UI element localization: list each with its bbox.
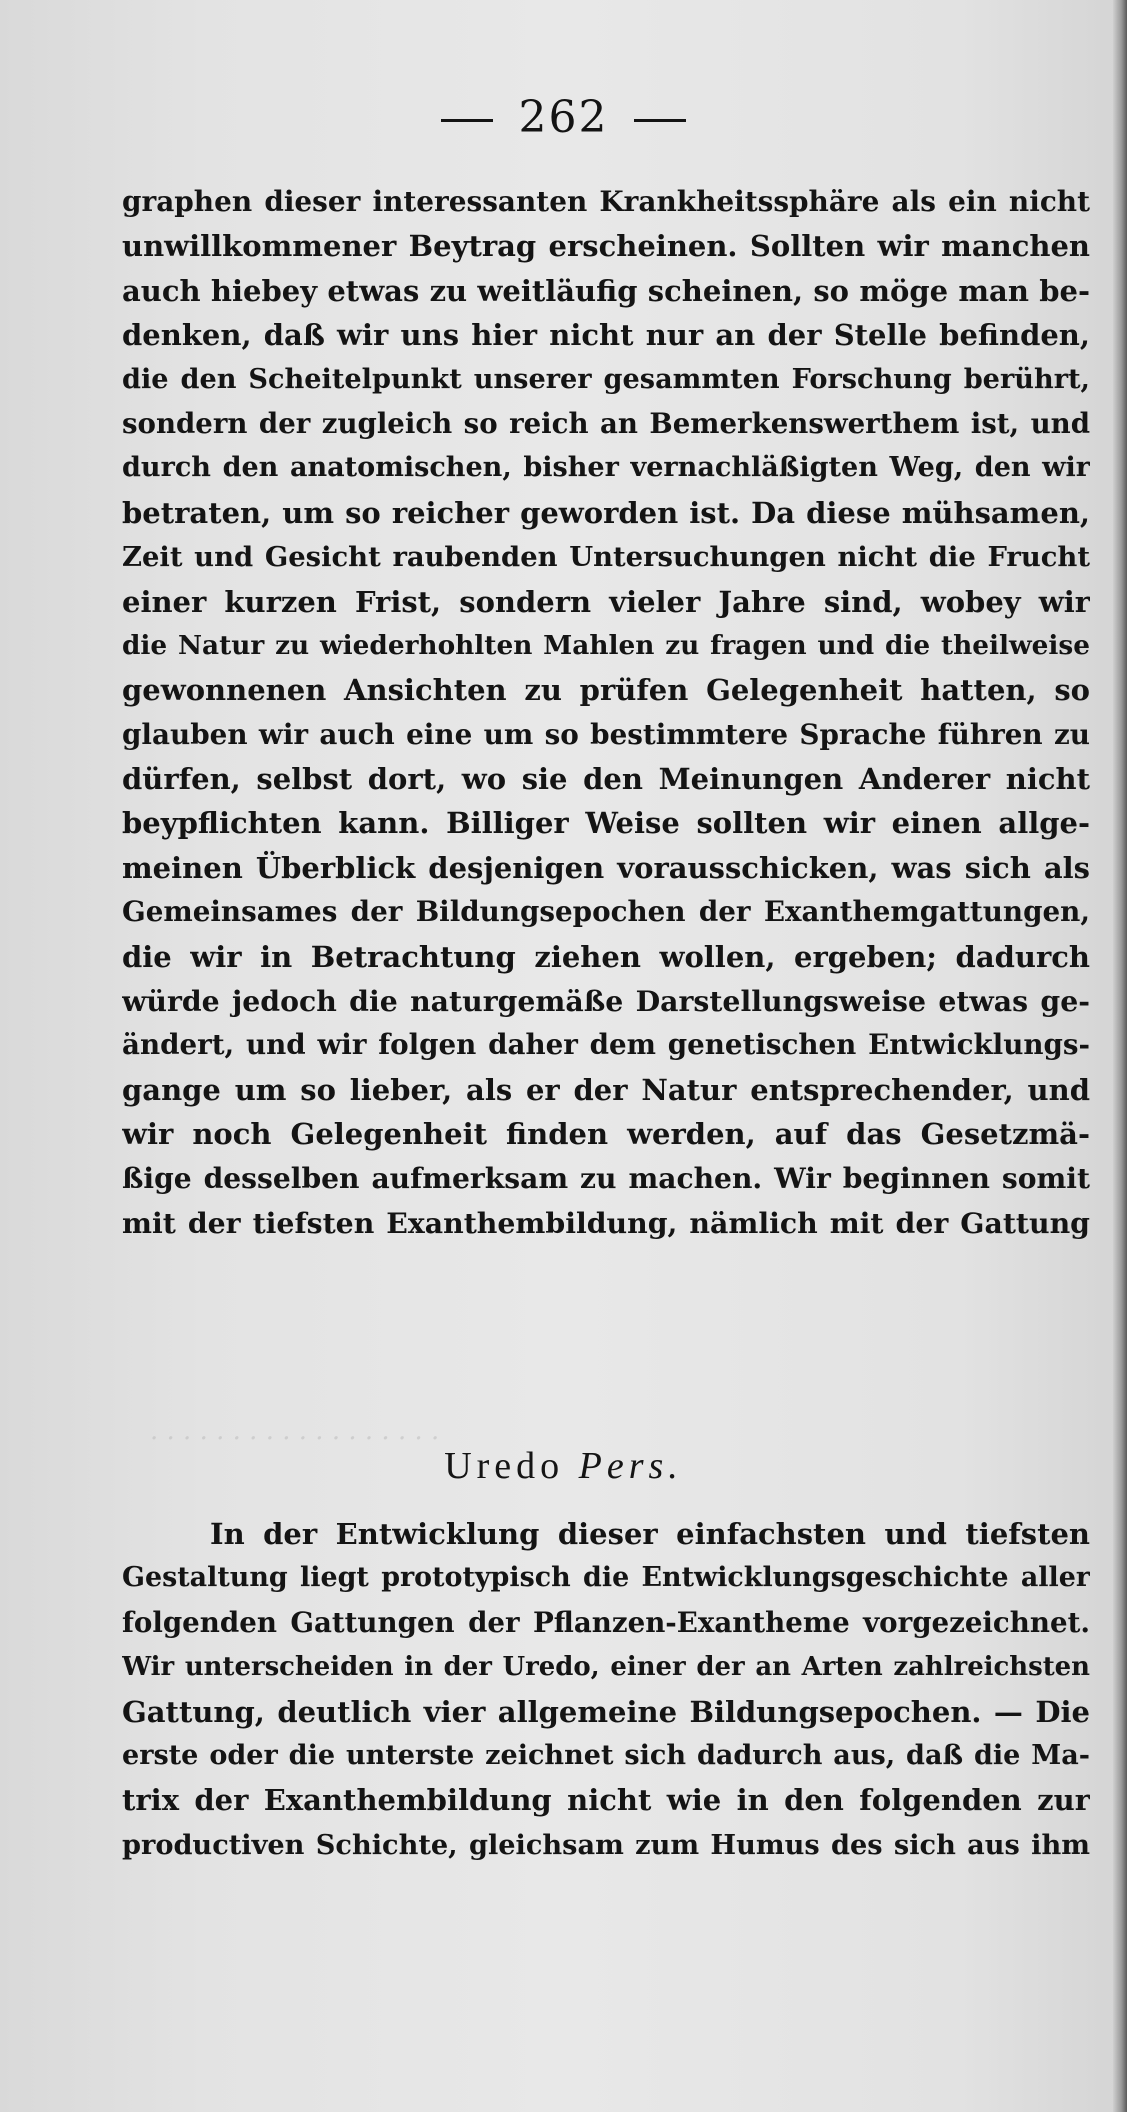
- section-heading-author: Pers.: [578, 1445, 683, 1487]
- text-line: einer kurzen Frist, sondern vieler Jahre sind, wobey wir: [122, 584, 1090, 619]
- text-line: wir noch Gelegenheit finden werden, auf das Gesetzmä-: [122, 1117, 1090, 1152]
- text-line: folgenden Gattungen der Pflanzen-Exantheme vorgezeichnet.: [122, 1605, 1090, 1639]
- text-line: trix der Exanthembildung nicht wie in den folgenden zur: [122, 1783, 1090, 1818]
- text-line: sondern der zugleich so reich an Bemerkenswerthem ist, und: [122, 406, 1090, 440]
- text-line: In der Entwicklung dieser einfachsten und tiefsten: [210, 1517, 1090, 1551]
- text-line: die Natur zu wiederhohlten Mahlen zu fragen und die theilweise: [122, 629, 1090, 661]
- text-line: die den Scheitelpunkt unserer gesammten Forschung berührt,: [122, 363, 1090, 395]
- text-line: auch hiebey etwas zu weitläufig scheinen, so möge man be-: [122, 273, 1090, 308]
- text-line: würde jedoch die naturgemäße Darstellungsweise etwas ge-: [122, 984, 1090, 1019]
- text-line: ßige desselben aufmerksam zu machen. Wir beginnen somit: [122, 1161, 1090, 1195]
- page-number: 262: [518, 92, 609, 143]
- text-line: mit der tiefsten Exanthembildung, nämlich mit der Gattung: [122, 1205, 1090, 1240]
- text-line: unwillkommener Beytrag erscheinen. Sollten wir manchen: [122, 229, 1090, 264]
- paragraph-2: [122, 1512, 1090, 1867]
- text-line: durch den anatomischen, bisher vernachläßigten Weg, den wir: [122, 452, 1090, 484]
- text-line: beypflichten kann. Billiger Weise sollten wir einen allge-: [122, 806, 1090, 841]
- page-header: [0, 92, 1127, 143]
- text-line: Zeit und Gesicht raubenden Untersuchungen nicht die Frucht: [122, 541, 1090, 574]
- text-line: meinen Überblick desjenigen vorausschicken, was sich als: [122, 850, 1090, 885]
- text-line: gange um so lieber, als er der Natur entsprechender, und: [122, 1072, 1090, 1107]
- text-line: die wir in Betrachtung ziehen wollen, ergeben; dadurch: [122, 939, 1090, 974]
- text-line: Wir unterscheiden in der Uredo, einer der an Arten zahlreichsten: [122, 1652, 1090, 1683]
- section-heading-genus: Uredo: [444, 1445, 565, 1487]
- text-line: productiven Schichte, gleichsam zum Humus des sich aus ihm: [122, 1828, 1090, 1861]
- text-line: dürfen, selbst dort, wo sie den Meinungen Anderer nicht: [122, 762, 1090, 797]
- bleed-through-text: · · · · · · · · · · · · · · · · · ·: [150, 1424, 440, 1454]
- text-line: erste oder die unterste zeichnet sich dadurch aus, daß die Ma-: [122, 1739, 1090, 1771]
- header-dash-left: [441, 119, 493, 122]
- text-line: denken, daß wir uns hier nicht nur an der Stelle befinden,: [122, 318, 1090, 353]
- text-line: ändert, und wir folgen daher dem genetischen Entwicklungs-: [122, 1028, 1090, 1062]
- text-line: Gestaltung liegt prototypisch die Entwicklungsgeschichte aller: [122, 1562, 1090, 1594]
- paragraph-1: [122, 180, 1090, 1245]
- text-line: betraten, um so reicher geworden ist. Da diese mühsamen,: [122, 495, 1090, 530]
- text-line: Gattung, deutlich vier allgemeine Bildungsepochen. — Die: [122, 1694, 1090, 1729]
- text-line: graphen dieser interessanten Krankheitssphäre als ein nicht: [122, 185, 1090, 218]
- header-dash-right: [634, 119, 686, 122]
- page-edge-shadow: [1113, 0, 1127, 2112]
- section-heading: [0, 1444, 1127, 1488]
- text-line: glauben wir auch eine um so bestimmtere Sprache führen zu: [122, 717, 1090, 751]
- text-line: gewonnenen Ansichten zu prüfen Gelegenheit hatten, so: [122, 673, 1090, 708]
- text-line: Gemeinsames der Bildungsepochen der Exanthemgattungen,: [122, 895, 1090, 929]
